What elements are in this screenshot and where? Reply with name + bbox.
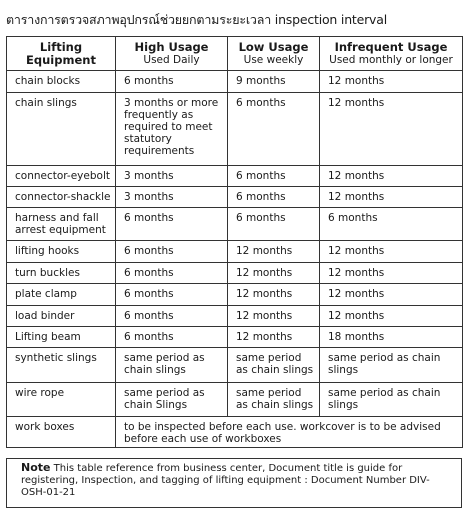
- header-low-usage: [228, 37, 320, 71]
- cell-equipment: wire rope: [7, 383, 116, 417]
- cell-high-usage: 3 months or more frequently as required to meet statutory requirements: [116, 93, 228, 166]
- cell-high-usage: 6 months: [116, 284, 228, 306]
- cell-equipment: chain slings: [7, 93, 116, 166]
- cell-infrequent-usage: 12 months: [320, 306, 463, 327]
- cell-equipment: turn buckles: [7, 263, 116, 284]
- cell-low-usage: 12 months: [228, 263, 320, 284]
- cell-low-usage: 6 months: [228, 166, 320, 187]
- cell-high-usage: 6 months: [116, 208, 228, 241]
- cell-low-usage: 12 months: [228, 306, 320, 327]
- cell-equipment: load binder: [7, 306, 116, 327]
- cell-infrequent-usage: 12 months: [320, 187, 463, 208]
- note-text: This table reference from business center, Document title is guide for registering, Inspection, and tagging of lifting equipment : Document Number DIV-OSH-01-21: [21, 463, 430, 498]
- header-infrequent-usage: [320, 37, 463, 71]
- cell-equipment: lifting hooks: [7, 241, 116, 263]
- cell-work-boxes-rule: to be inspected before each use. workcover is to be advised before each use of workboxes: [116, 417, 463, 448]
- cell-low-usage: same period as chain slings: [228, 383, 320, 417]
- document-title: ตารางการตรวจสภาพอุปกรณ์ช่วยยกตามระยะเวลา inspection interval: [6, 12, 387, 27]
- table-row: [7, 417, 463, 448]
- table-row: [7, 327, 463, 348]
- cell-infrequent-usage: 12 months: [320, 71, 463, 93]
- header-main: Lifting Equipment: [26, 39, 96, 67]
- cell-high-usage: 6 months: [116, 263, 228, 284]
- table-row: [7, 71, 463, 93]
- cell-equipment: connector-eyebolt: [7, 166, 116, 187]
- cell-low-usage: 12 months: [228, 284, 320, 306]
- cell-infrequent-usage: same period as chain slings: [320, 383, 463, 417]
- header-sub: Used Daily: [143, 54, 200, 66]
- table-row: [7, 306, 463, 327]
- cell-infrequent-usage: 12 months: [320, 166, 463, 187]
- header-lifting-equipment: [7, 37, 116, 71]
- table-row: [7, 208, 463, 241]
- header-sub: Used monthly or longer: [329, 54, 453, 66]
- cell-high-usage: 3 months: [116, 187, 228, 208]
- table-row: [7, 241, 463, 263]
- header-high-usage: [116, 37, 228, 71]
- table-row: [7, 263, 463, 284]
- note-label: Note: [21, 461, 51, 474]
- cell-high-usage: 6 months: [116, 306, 228, 327]
- cell-high-usage: 6 months: [116, 241, 228, 263]
- table-row: [7, 166, 463, 187]
- header-main: Low Usage: [238, 40, 309, 54]
- cell-low-usage: 9 months: [228, 71, 320, 93]
- cell-high-usage: 6 months: [116, 71, 228, 93]
- table-row: [7, 93, 463, 166]
- cell-equipment: synthetic slings: [7, 348, 116, 383]
- cell-infrequent-usage: 12 months: [320, 93, 463, 166]
- cell-equipment: work boxes: [7, 417, 116, 448]
- cell-infrequent-usage: 18 months: [320, 327, 463, 348]
- header-main: High Usage: [134, 40, 209, 54]
- cell-low-usage: 12 months: [228, 327, 320, 348]
- cell-infrequent-usage: 12 months: [320, 284, 463, 306]
- cell-infrequent-usage: same period as chain slings: [320, 348, 463, 383]
- cell-low-usage: 12 months: [228, 241, 320, 263]
- table-header-row: [7, 37, 463, 71]
- header-sub: Use weekly: [243, 54, 304, 66]
- cell-low-usage: same period as chain slings: [228, 348, 320, 383]
- cell-infrequent-usage: 6 months: [320, 208, 463, 241]
- cell-equipment: chain blocks: [7, 71, 116, 93]
- cell-high-usage: same period as chain Slings: [116, 383, 228, 417]
- cell-equipment: Lifting beam: [7, 327, 116, 348]
- table-row: [7, 284, 463, 306]
- cell-high-usage: 6 months: [116, 327, 228, 348]
- cell-equipment: harness and fall arrest equipment: [7, 208, 116, 241]
- table-row: [7, 348, 463, 383]
- cell-equipment: connector-shackle: [7, 187, 116, 208]
- cell-high-usage: 3 months: [116, 166, 228, 187]
- table-row: [7, 383, 463, 417]
- cell-infrequent-usage: 12 months: [320, 263, 463, 284]
- cell-high-usage: same period as chain slings: [116, 348, 228, 383]
- cell-low-usage: 6 months: [228, 208, 320, 241]
- cell-low-usage: 6 months: [228, 93, 320, 166]
- cell-equipment: plate clamp: [7, 284, 116, 306]
- note-box: [6, 458, 462, 508]
- cell-low-usage: 6 months: [228, 187, 320, 208]
- header-main: Infrequent Usage: [334, 40, 448, 54]
- cell-infrequent-usage: 12 months: [320, 241, 463, 263]
- table-row: [7, 187, 463, 208]
- inspection-interval-table: [6, 36, 463, 448]
